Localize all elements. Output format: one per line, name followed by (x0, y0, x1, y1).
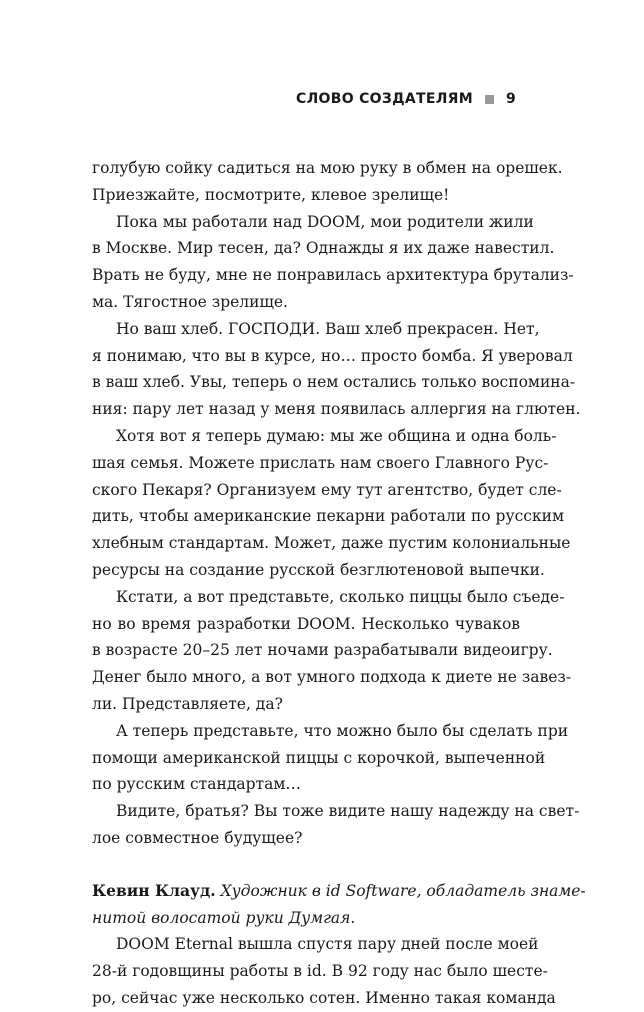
text-line: Врать не буду, мне не понравилась архитектура брутализ- (92, 266, 574, 285)
text-line: в возрасте 20–25 лет ночами разрабатывали видеоигру. (92, 641, 553, 660)
text-line: лое совместное будущее? (92, 828, 303, 847)
text-line: 28-й годовщины работы в id. В 92 году нас было шесте- (92, 962, 548, 981)
text-line: DOOM Eternal вышла спустя пару дней после моей (116, 935, 539, 954)
text-line: шая семья. Можете прислать нам своего Главного Рус- (92, 453, 549, 472)
running-head-square-ornament (485, 95, 494, 104)
text-line: в ваш хлеб. Увы, теперь о нем остались только воспомина- (92, 373, 576, 392)
text-line: но во время разработки DOOM. Несколько чуваков (92, 614, 520, 633)
text-line: Пока мы работали над DOOM, мои родители жили (116, 212, 534, 231)
text-line: Приезжайте, посмотрите, клевое зрелище! (92, 185, 450, 204)
text-line: по русским стандартам… (92, 775, 301, 794)
text-line: ро, сейчас уже несколько сотен. Именно такая команда (92, 988, 556, 1007)
running-head-title: СЛОВО СОЗДАТЕЛЯМ (296, 91, 473, 107)
author-description: Художник в id Software, обладатель знаме- (220, 881, 586, 900)
text-line: ли. Представляете, да? (92, 694, 283, 713)
text-line: ресурсы на создание русской безглютеновой выпечки. (92, 560, 545, 579)
running-head (296, 91, 516, 107)
text-line: Денег было много, а вот умного подхода к диете не завез- (92, 668, 572, 687)
page-number: 9 (505, 91, 516, 107)
text-line: я понимаю, что вы в курсе, но… просто бомба. Я уверовал (92, 346, 573, 365)
author-description-continued: нитой волосатой руки Думгая. (92, 908, 356, 927)
author-line (92, 878, 586, 905)
section-gap (92, 852, 520, 878)
text-line: Хотя вот я теперь думаю: мы же община и одна боль- (116, 426, 557, 445)
text-line: Видите, братья? Вы тоже видите нашу надежду на свет- (116, 802, 580, 821)
text-line: ния: пару лет назад у меня появилась аллергия на глютен. (92, 400, 581, 419)
text-line: хлебным стандартам. Может, даже пустим колониальные (92, 534, 571, 553)
text-line: А теперь представьте, что можно было бы сделать при (116, 721, 569, 740)
text-line: ма. Тягостное зрелище. (92, 292, 288, 311)
author-name: Кевин Клауд. (92, 880, 216, 900)
text-line: голубую сойку садиться на мою руку в обмен на орешек. (92, 159, 563, 177)
body-text (92, 155, 586, 1012)
text-line: помощи американской пиццы с корочкой, выпеченной (92, 748, 546, 767)
text-line: ского Пекаря? Организуем ему тут агентство, будет сле- (92, 480, 562, 499)
text-line: в Москве. Мир тесен, да? Однажды я их даже навестил. (92, 239, 555, 258)
text-line: дить, чтобы американские пекарни работали по русским (92, 507, 565, 526)
text-line: Кстати, а вот представьте, сколько пиццы было съеде- (116, 587, 565, 606)
text-line: Но ваш хлеб. ГОСПОДИ. Ваш хлеб прекрасен. Нет, (116, 319, 540, 338)
